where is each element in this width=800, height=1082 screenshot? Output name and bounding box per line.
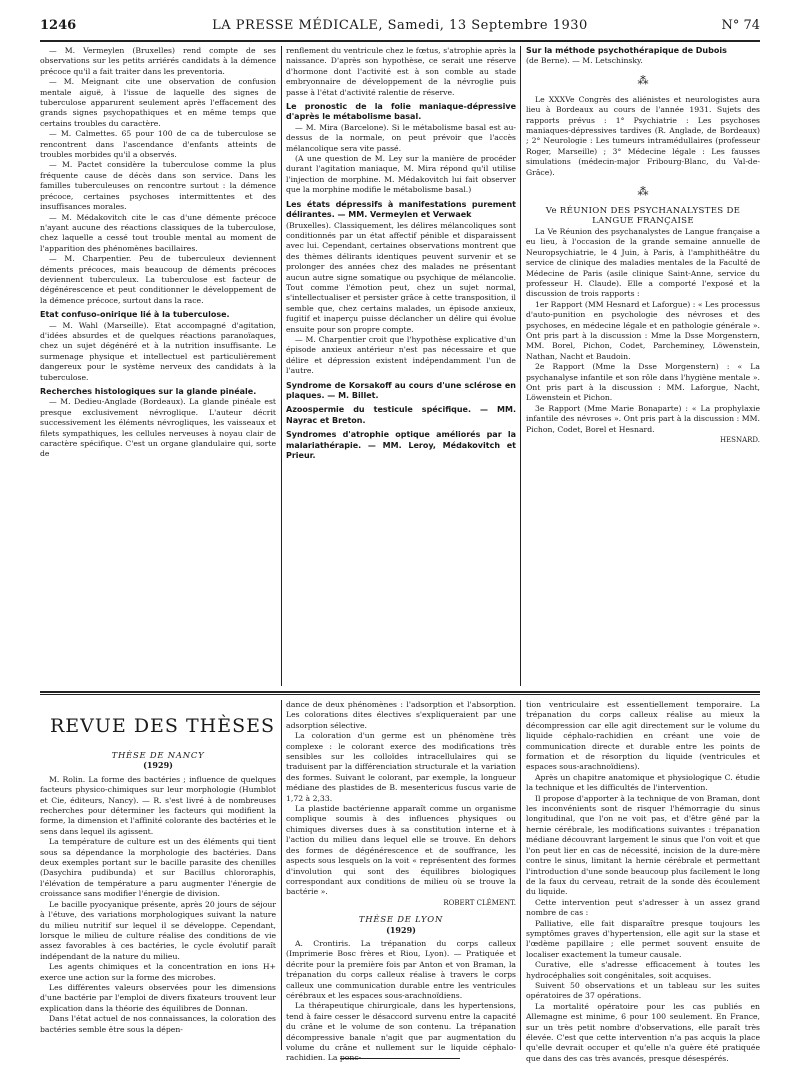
paragraph: Curative, elle s'adresse efficacement à toutes les hydrocéphalies soit congénitales, soit acquises. <box>526 960 760 980</box>
column-rule <box>520 700 521 1050</box>
paragraph: — M. Vermeylen (Bruxelles) rend compte de ses observations sur les petits arriérés candidats à la démence précoce qu'il a fait traiter dans les preventoria. <box>40 46 276 76</box>
subheading: Les états dépressifs à manifestations purement délirantes. — MM. Vermeylen et Verwaek <box>286 199 516 220</box>
paragraph: Il propose d'apporter à la technique de von Braman, dont les inconvénients sont de risquer l'hémorragie du sinus longitudinal, que l'on ne voit pas, et d'être gêné par la hernie cérébrale, les modifications suivantes : trépanation médiane découvrant largement le sinus que l'on voit et que l'on peut lier en cas de nécessité, incision de la dure-mère contre le sinus, limitant la hernie cérébrale et permettant l'introduction d'une sonde beaucoup plus facilement le long de la faux du cerveau, retrait de la sonde dès écoulement du liquide. <box>526 793 760 897</box>
footer-rule <box>340 1058 460 1059</box>
paragraph: Dans l'état actuel de nos connaissances, la coloration des bactéries semble être sous la dépen- <box>40 1014 276 1034</box>
paragraph: dance de deux phénomènes : l'adsorption et l'absorption. Les colorations dites électives s'expliqueraient par une adsorption sélective. <box>286 700 516 730</box>
paragraph: Après un chapitre anatomique et physiologique C. étudie la technique et les difficultés de l'intervention. <box>526 772 760 793</box>
top-column-3 <box>526 46 760 445</box>
bottom-column-1 <box>40 750 276 1035</box>
paragraph: M. Rolin. La forme des bactéries ; influence de quelques facteurs physico-chimiques sur leur morphologie (Humblot et Cie, éditeurs, Nancy). — R. s'est livré à de nombreuses recherches pour déterminer les facteurs qui modifient la forme, la dimension et l'affinité colorante des bactéries et le sens dans lequel ils agissent. <box>40 774 276 836</box>
bottom-column-2 <box>286 700 516 1064</box>
paragraph: — M. Meignant cite une observation de confusion mentale aiguë, à l'issue de laquelle des signes de tuberculose apparurent seulement après l'effacement des grands signes psychopathiques et en même temps que certains troubles du caractère. <box>40 77 276 128</box>
paragraph: Les agents chimiques et la concentration en ions H+ exerce une action sur la forme des microbes. <box>40 962 276 982</box>
header-rule <box>40 40 760 42</box>
paragraph: — M. Pactet considère la tuberculose comme la plus fréquente cause de décès dans son service. Dans les familles tuberculeuses on rencontre surtout : la démence précoce, certaines psychoses intermittentes et des insuffisances morales. <box>40 160 276 212</box>
paragraph: Palliative, elle fait disparaître presque toujours les symptômes graves d'hypertension, elle agit sur la stase et l'œdème papillaire ; elle permet souvent ensuite de localiser exactement la tumeur causale. <box>526 918 760 959</box>
paragraph: 1er Rapport (MM Hesnard et Laforgue) : « Les processus d'auto-punition en psychologie des névroses et des psychoses, en médecine légale et en pathologie générale ». Ont pris part à la discussion : Mme la Dsse Morgenstern, MM. Borel, Pichon, Codet, Parcheminey, Löwenstein, Nathan, Nacht et Baudoin. <box>526 299 760 361</box>
paragraph: La température de culture est un des éléments qui tient sous sa dépendance la morphologie des bactéries. Dans deux exemples portant sur le bacille parasite des chenilles (Dasychira pudibunda) et sur Bacillus chlororaphis, l'élévation de température a paru augmenter l'énergie de croissance sans modifier l'énergie de division. <box>40 837 276 899</box>
paragraph: — M. Mira (Barcelone). Si le métabolisme basal est au-dessus de la normale, on peut prévoir que l'accès mélancolique sera vite passé. <box>286 122 516 153</box>
paragraph: — M. Wahl (Marseille). Etat accompagné d'agitation, d'idées absurdes et de quelques réactions paranoïaques, chez un sujet dégénéré et à la nutrition insuffisante. Le surmenage physique et intellectuel est particulièrement dangereux pour le système nerveux des candidats à la tuberculose. <box>40 320 276 382</box>
thesis-heading: THÈSE DE LYON <box>358 914 444 925</box>
paragraph: — M. Médakovitch cite le cas d'une démente précoce n'ayant aucune des réactions classiques de la tuberculose, chez laquelle a cessé tout trouble mental au moment de l'apparition des phénomènes bacillaires. <box>40 212 276 253</box>
paragraph: 3e Rapport (Mme Marie Bonaparte) : « La prophylaxie infantile des névroses ». Ont pris part à la discussion : MM. Pichon, Codet, Borel et Hesnard. <box>526 403 760 434</box>
paragraph: (de Berne). — M. Letschinsky. <box>526 56 643 66</box>
subheading: Etat confuso-onirique lié à la tuberculose. <box>40 310 230 320</box>
paragraph: Les différentes valeurs observées pour les dimensions d'une bactérie par l'emploi de divers fixateurs trouvent leur explication dans la théorie des équilibres de Donnan. <box>40 982 276 1013</box>
paragraph: A. Crontiris. La trépanation du corps calleux (Imprimerie Bosc frères et Riou, Lyon). — Pratiquée et décrite pour la première fois par Anton et von Braman, la trépanation du corps calleux réalise à travers le corps calleux une communication durable entre les ventricules cérébraux et les espaces sous-arachnoïdiens. <box>286 938 516 1000</box>
paragraph: — M. Dedieu-Anglade (Bordeaux). La glande pinéale est presque exclusivement névroglique. L'auteur décrit successivement les éléments névrogliques, les vaisseaux et filets sympathiques, les cellules nerveuses à noyau clair de caractère spécifique. C'est un organe glandulaire qui, sorte de <box>40 397 276 459</box>
subheading: Syndrome de Korsakoff au cours d'une sclérose en plaques. — M. Billet. <box>286 380 516 400</box>
top-column-2 <box>286 46 516 461</box>
subheading: Recherches histologiques sur la glande pinéale. <box>40 387 257 396</box>
paragraph: Le bacille pyocyanique présente, après 20 jours de séjour à l'étuve, des variations morphologiques suivant la nature du milieu nutritif sur lequel il se développe. Cependant, lorsque le milieu de culture réalise des conditions de vie assez favorables à ces bactéries, le cycle évolutif paraît indépendant de la nature du milieu. <box>40 899 276 961</box>
paragraph: — M. Charpentier. Peu de tuberculeux deviennent déments précoces, mais beaucoup de déments précoces deviennent tuberculeux. La tuberculose est facteur de dégénérescence et peut conditionner le développement de la démence précoce, surtout dans la race. <box>40 254 276 305</box>
bottom-column-3 <box>526 700 760 1064</box>
paragraph: (Bruxelles). Classiquement, les délires mélancoliques sont conditionnés par un état affectif pénible et disparaissent avec lui. Cependant, certaines observations montrent que des thèmes délirants identiques peuvent survenir et se prolonger des années chez des malades ne présentant aucun autre signe somatique ou psychique de mélancolie. Tout comme l'émotion peut, chez un sujet normal, s'intellectualiser et persister grâce à cette transposition, il semble que, chez certains malades, un épisode anxieux, fugitif et inaperçu puisse déclancher un délire qui évolue ensuite pour son propre compte. <box>286 220 516 334</box>
section-caption: Ve RÉUNION DES PSYCHANALYSTES DE LANGUE FRANÇAISE <box>545 206 741 227</box>
column-rule <box>281 46 282 686</box>
subheading: Azoospermie du testicule spécifique. — MM. Nayrac et Breton. <box>286 405 516 425</box>
paragraph: La thérapeutique chirurgicale, dans les hypertensions, tend à faire cesser le désaccord survenu entre la capacité du crâne et le volume de son contenu. La trépanation décompressive banale n'agit que par augmentation du volume du crâne et nullement sur le liquide céphalo-rachidien. La ponc- <box>286 1001 516 1063</box>
thesis-heading: THÈSE DE NANCY <box>111 750 205 760</box>
paragraph: Le XXXVe Congrès des aliénistes et neurologistes aura lieu à Bordeaux au cours de l'année 1931. Sujets des rapports prévus : 1° Psychiatrie : Les psychoses maniaques-dépressives tardives (R. Anglade, de Bordeaux) ; 2° Neurologie : Les tumeurs intramédullaires (professeur Roger, Marseille) ; 3° Médecine légale : Les fausses simulations (médecin-major Fribourg-Blanc, du Val-de-Grâce). <box>526 94 760 177</box>
signature: HESNARD. <box>719 436 760 444</box>
page-header <box>40 18 760 38</box>
paragraph: La plastide bactérienne apparaît comme un organisme complique soumis à des influences physiques ou chimiques diverses dues à sa constitution interne et à l'action du milieu dans lequel elle se trouve. En dehors des formes de dégénérescence et de souffrance, les aspects sous lesquels on la voit « représentent des formes d'involution qui sont des équilibres biologiques correspondant aux conditions de milieu où se trouve la bactérie ». <box>286 804 516 897</box>
page-number: 1246 <box>40 18 77 33</box>
journal-line: LA PRESSE MÉDICALE, Samedi, 13 Septembre 1930 <box>212 18 588 33</box>
column-rule <box>281 700 282 1050</box>
asterism: ⁂ <box>637 73 649 87</box>
signature: ROBERT CLÉMENT. <box>443 898 516 907</box>
thesis-year: (1929) <box>386 924 416 935</box>
paragraph: — M. Charpentier croit que l'hypothèse explicative d'un épisode anxieux antérieur n'est pas nécessaire et que délire et dépression existent indépendamment l'un de l'autre. <box>286 334 516 376</box>
thesis-year: (1929) <box>143 760 173 771</box>
paragraph: renflement du ventricule chez le fœtus, s'atrophie après la naissance. D'après son hypothèse, ce serait une réserve d'hormone dont l'activité est à son comble au stade embryonnaire de développement de la névroglie puis passe à l'état d'activité ralentie de réserve. <box>286 46 516 97</box>
paragraph: (A une question de M. Ley sur la manière de procéder durant l'agitation maniaque, M. Mira répond qu'il utilise l'injection de morphine. M. Médakovitch lui fait observer que la morphine modifie le métabolisme basal.) <box>286 154 516 195</box>
paragraph: — M. Calmettes. 65 pour 100 de ca de tuberculose se rencontrent dans l'ascendance d'enfants atteints de troubles morbides qu'il a observés. <box>40 129 276 160</box>
paragraph: Cette intervention peut s'adresser à un assez grand nombre de cas : <box>526 897 760 918</box>
section-rule <box>40 694 760 695</box>
top-column-1 <box>40 46 276 460</box>
section-title: REVUE DES THÈSES <box>50 715 275 737</box>
subheading: Le pronostic de la folie maniaque-dépressive d'après le métabolisme basal. <box>286 102 516 122</box>
paragraph: tion ventriculaire est essentiellement temporaire. La trépanation du corps calleux réalise au mieux la décompression car elle agit directement sur le volume du liquide céphalo-rachidien en créant une voie de communication directe et durable entre les points de formation et de résorption du liquide (ventricules et espaces sous-arachnoïdiens). <box>526 700 760 772</box>
paragraph: Suivent 50 observations et un tableau sur les suites opératoires de 37 opérations. <box>526 980 760 1001</box>
issue-number: N° 74 <box>721 18 760 33</box>
section-rule <box>40 691 760 693</box>
subheading: Syndromes d'atrophie optique améliorés par la malariathérapie. — MM. Leroy, Médakovitch et Prieur. <box>286 430 516 461</box>
paragraph: 2e Rapport (Mme la Dsse Morgenstern) : « La psychanalyse infantile et son rôle dans l'hygiène mentale ». Ont pris part à la discussion : MM. Laforgue, Nacht, Löwenstein et Pichon. <box>526 362 760 403</box>
column-rule <box>520 46 521 686</box>
subheading: Sur la méthode psychothérapique de Dubois <box>526 46 727 55</box>
paragraph: La coloration d'un germe est un phénomène très complexe : le colorant exerce des modifications très sensibles sur les colloïdes intracellulaires qui se traduisent par la différenciation structurale et la variation des formes. Suivant le colorant, par exemple, la longueur médiane des plastides de B. mesentericus fuscus varie de 1,72 à 2,33. <box>286 731 516 803</box>
paragraph: La mortalité opératoire pour les cas publiés en Allemagne est minime, 6 pour 100 seulement. En France, sur un très petit nombre d'observations, elle paraît très élevée. C'est que cette intervention n'a pas acquis la place qu'elle devrait occuper et qu'elle n'a guère été pratiquée que dans des cas très avancés, presque désespérés. <box>526 1001 760 1063</box>
paragraph: La Ve Réunion des psychanalystes de Langue française a eu lieu, à l'occasion de la grande semaine annuelle de Neuropsychiatrie, le 4 Juin, à Paris, à l'amphithéâtre du service de clinique des maladies mentales de la Faculté de Médecine de Paris (asile clinique Saint-Anne, service du professeur H. Claude). Elle a comporté l'exposé et la discussion de trois rapports : <box>526 226 760 299</box>
asterism: ⁂ <box>637 185 649 199</box>
